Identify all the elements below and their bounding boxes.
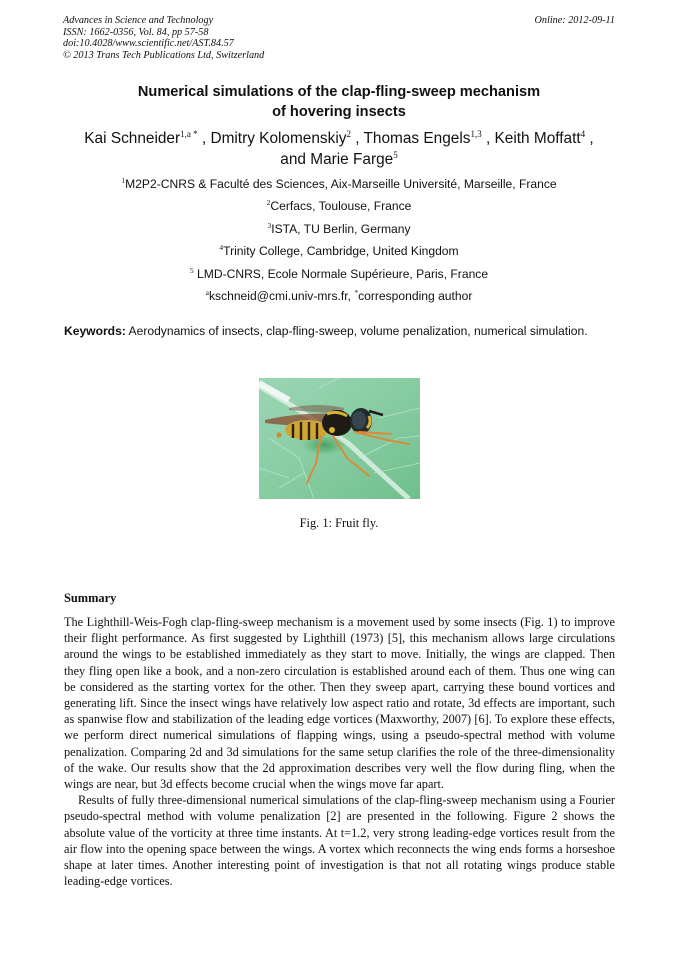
- running-header: [63, 15, 615, 61]
- affiliation-sup: 5: [189, 265, 194, 275]
- affiliation-sup: 4: [219, 243, 224, 253]
- doi: doi:10.4028/www.scientific.net/AST.84.57: [63, 38, 234, 49]
- keywords: [64, 324, 628, 338]
- affiliation-text: M2P2-CNRS & Faculté des Sciences, Aix-Marseille Université, Marseille, France: [125, 177, 557, 191]
- author-name: Keith Moffatt: [494, 130, 581, 147]
- keywords-label: Keywords:: [64, 324, 126, 338]
- author-name: Thomas Engels: [363, 130, 471, 147]
- author-list: [0, 128, 678, 170]
- affiliation-list: [0, 175, 678, 309]
- author-sup: 1,a *: [180, 129, 198, 139]
- journal-name: Advances in Science and Technology: [63, 15, 214, 26]
- online-date: Online: 2012-09-11: [534, 15, 615, 26]
- figure-1-image: [259, 378, 420, 499]
- contact-sup: a: [205, 287, 209, 297]
- author-separator: ,: [585, 130, 594, 147]
- figure-1-caption: Fig. 1: Fruit fly.: [299, 516, 379, 530]
- affiliation-text: Trinity College, Cambridge, United Kingdom: [223, 244, 459, 259]
- summary-paragraph-2: Results of fully three-dimensional numerical simulations of the clap-fling-sweep mechanism using a Fourier pseudo-spectral method with volume penalization [2] are presented in the following. Figure 2 shows the absolute value of the vorticity at three time instants. At t=1.2, very strong leading-edge vortices result from the air flow into the opening space between the wings. A vortex which reconnects the wing ends forms a horseshoe shape at later times. Another interesting point of investigation is that not all rotating wings produce stable leading-edge vortices.: [64, 793, 615, 889]
- keywords-text: Aerodynamics of insects, clap-fling-sweep, volume penalization, numerical simulation.: [125, 324, 588, 338]
- author-name: Marie Farge: [310, 151, 394, 168]
- author-sup: 4: [580, 129, 586, 139]
- affiliation-sup: 2: [266, 198, 271, 208]
- author-sup: 5: [393, 150, 398, 160]
- summary-paragraph-1: The Lighthill-Weis-Fogh clap-fling-sweep mechanism is a movement used by some insects (Fig. 1) to improve their flight performance. As first suggested by Lighthill (1973) [5], this mechanism allows large circulations around the wings to be established immediately as they start to move. Initially, the wings are clapped. Then they fling open like a book, and a non-zero circulation is established around each of them. Thus one wing can be considered as the starting vortex for the other. Then they sweep apart, carrying these bound vortices and generating lift. Since the insect wings have relatively low aspect ratio and rotate, 3d effects are important, such as spanwise flow and stabilization of the leading edge vortices (Maxworthy, 2007) [6]. To explore these effects, we perform direct numerical simulations of flapping wings, using a pseudo-spectral method with volume penalization. Comparing 2d and 3d simulations for the same setup clarifies the role of the three-dimensionality of the wake. Our results show that the 2d approximation describes very well the flow during fling, when the wings are near, but 3d effects become crucial when the wings move far apart.: [64, 615, 615, 792]
- title-line-1: Numerical simulations of the clap-fling-sweep mechanism: [137, 84, 541, 100]
- author-sup: 1,3: [470, 129, 482, 139]
- author-separator: ,: [350, 130, 364, 147]
- copyright: © 2013 Trans Tech Publications Ltd, Switzerland: [63, 49, 265, 61]
- affiliation: [0, 220, 678, 242]
- summary-heading: Summary: [64, 591, 117, 605]
- hoverfly-photo-icon: [259, 378, 420, 499]
- author-name: Dmitry Kolomenskiy: [210, 130, 347, 147]
- affiliation: [0, 175, 678, 197]
- author-name: Kai Schneider: [84, 130, 181, 147]
- author-separator: ,: [481, 130, 495, 147]
- paper-title: [0, 82, 678, 122]
- affiliation: [0, 265, 678, 287]
- journal-info: [63, 15, 615, 61]
- issn: ISSN: 1662-0356, Vol. 84, pp 57-58: [63, 26, 209, 38]
- corresponding-note: corresponding author: [358, 288, 473, 303]
- author-sup: 2: [346, 129, 351, 139]
- affiliation-text: Cerfacs, Toulouse, France: [270, 199, 412, 214]
- corresponding-sup: *: [354, 287, 359, 297]
- summary-body: [64, 614, 615, 889]
- title-line-2: of hovering insects: [272, 104, 406, 120]
- affiliation: [0, 197, 678, 219]
- affiliation-text: ISTA, TU Berlin, Germany: [271, 221, 411, 236]
- affiliation: [0, 242, 678, 264]
- author-separator: ,: [197, 130, 211, 147]
- affiliation-text: LMD-CNRS, Ecole Normale Supérieure, Paris, France: [197, 266, 489, 281]
- author-and: and: [280, 151, 311, 168]
- contact-line: [0, 287, 678, 309]
- affiliation-sup: 1: [121, 176, 126, 185]
- affiliation-sup: 3: [267, 220, 272, 230]
- contact-email: kschneid@cmi.univ-mrs.fr,: [208, 288, 355, 303]
